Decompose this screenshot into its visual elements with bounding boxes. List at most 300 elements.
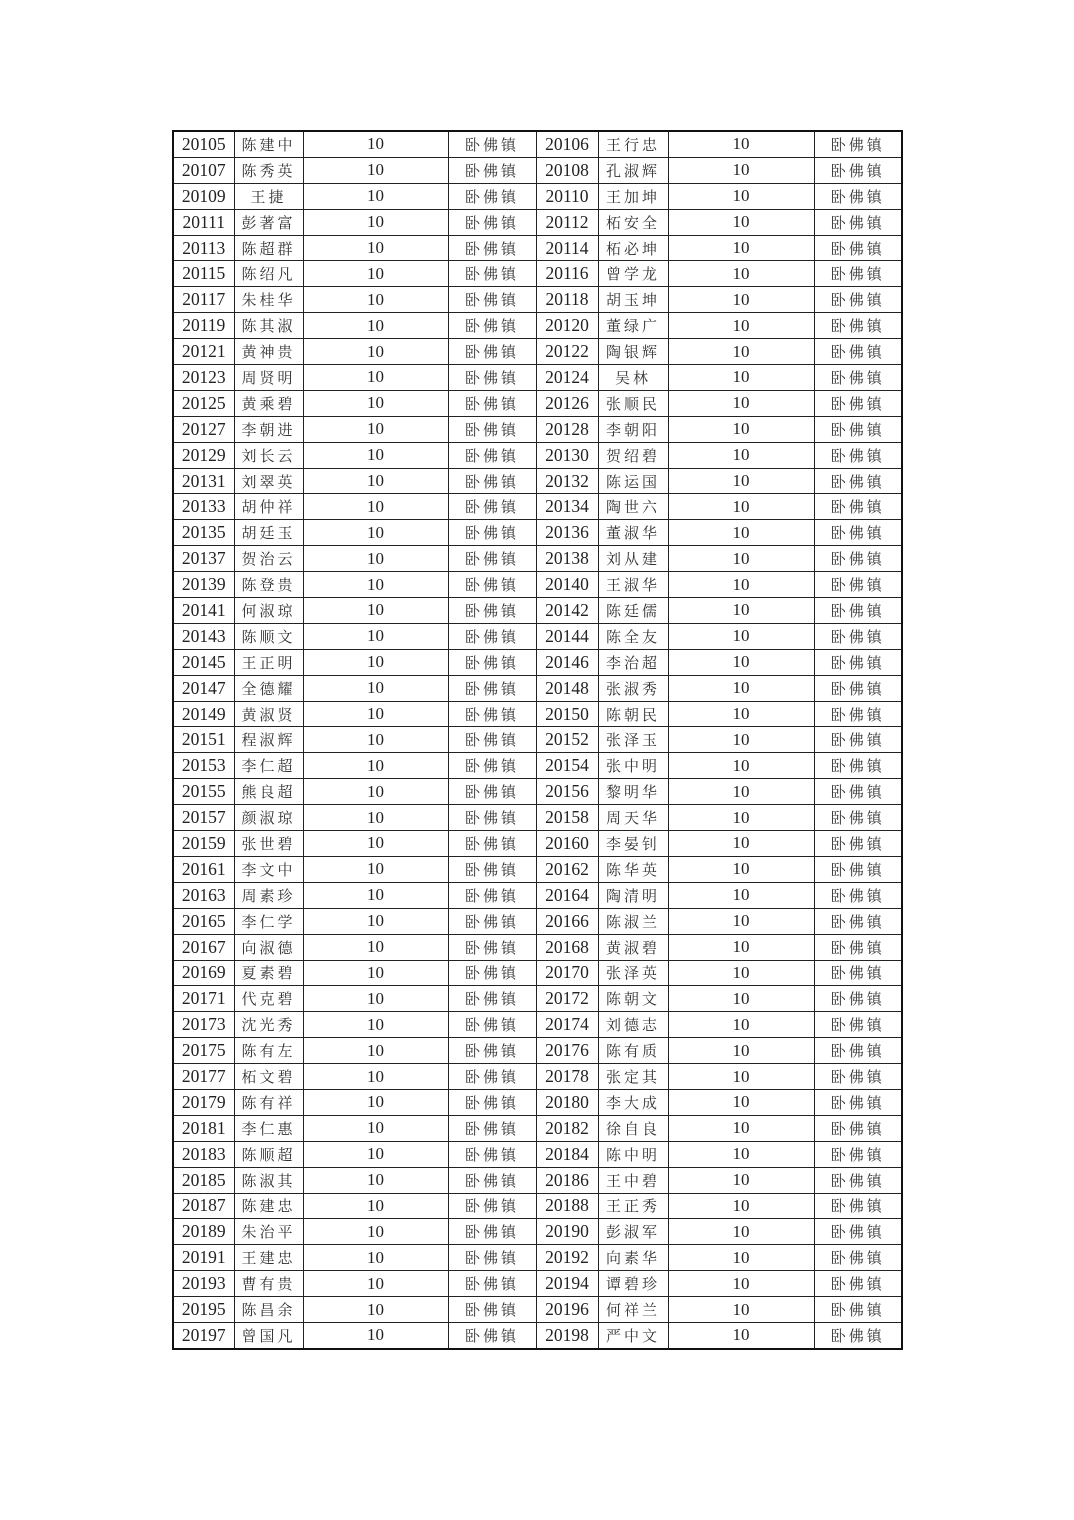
amount-right: 10 [668,1038,814,1064]
record-id-left: 20119 [173,313,234,339]
table-row [173,934,902,960]
amount-right: 10 [668,1012,814,1038]
record-id-right: 20134 [536,494,598,520]
person-name-left: 王建忠 [234,1245,303,1271]
record-id-right: 20136 [536,520,598,546]
person-name-right: 陈淑兰 [598,908,668,934]
town-name-left: 卧佛镇 [448,598,536,624]
table-row [173,572,902,598]
record-id-right: 20158 [536,805,598,831]
record-id-left: 20121 [173,339,234,365]
amount-left: 10 [303,313,448,339]
person-name-right: 徐自良 [598,1115,668,1141]
town-name-right: 卧佛镇 [814,261,902,287]
record-id-right: 20150 [536,701,598,727]
record-id-left: 20179 [173,1089,234,1115]
person-name-left: 陈绍凡 [234,261,303,287]
town-name-right: 卧佛镇 [814,986,902,1012]
person-name-left: 王正明 [234,649,303,675]
town-name-left: 卧佛镇 [448,546,536,572]
person-name-left: 颜淑琼 [234,805,303,831]
amount-right: 10 [668,1245,814,1271]
amount-right: 10 [668,416,814,442]
table-row [173,442,902,468]
person-name-right: 董绿广 [598,313,668,339]
town-name-left: 卧佛镇 [448,157,536,183]
amount-right: 10 [668,520,814,546]
town-name-right: 卧佛镇 [814,494,902,520]
record-id-right: 20114 [536,235,598,261]
record-id-left: 20151 [173,727,234,753]
person-name-left: 陈有祥 [234,1089,303,1115]
person-name-left: 黄神贵 [234,339,303,365]
person-name-right: 陈中明 [598,1141,668,1167]
town-name-right: 卧佛镇 [814,235,902,261]
amount-right: 10 [668,313,814,339]
amount-left: 10 [303,494,448,520]
record-id-left: 20181 [173,1115,234,1141]
person-name-right: 陈廷儒 [598,598,668,624]
town-name-right: 卧佛镇 [814,805,902,831]
record-id-right: 20166 [536,908,598,934]
person-name-left: 陈顺文 [234,623,303,649]
person-name-left: 彭著富 [234,209,303,235]
table-row [173,856,902,882]
record-id-right: 20120 [536,313,598,339]
record-id-right: 20194 [536,1271,598,1297]
record-id-right: 20140 [536,572,598,598]
record-id-right: 20130 [536,442,598,468]
amount-right: 10 [668,753,814,779]
town-name-left: 卧佛镇 [448,520,536,546]
person-name-right: 刘从建 [598,546,668,572]
town-name-left: 卧佛镇 [448,416,536,442]
person-name-right: 张顺民 [598,390,668,416]
person-name-left: 朱桂华 [234,287,303,313]
record-id-left: 20147 [173,675,234,701]
person-name-left: 胡廷玉 [234,520,303,546]
town-name-right: 卧佛镇 [814,1322,902,1348]
person-name-left: 李仁超 [234,753,303,779]
amount-left: 10 [303,701,448,727]
person-name-right: 陈华英 [598,856,668,882]
table-row [173,675,902,701]
person-name-left: 刘翠英 [234,468,303,494]
person-name-right: 周天华 [598,805,668,831]
amount-left: 10 [303,986,448,1012]
town-name-right: 卧佛镇 [814,468,902,494]
table-row [173,339,902,365]
table-row [173,908,902,934]
record-id-left: 20185 [173,1167,234,1193]
record-id-left: 20161 [173,856,234,882]
person-name-right: 陶世六 [598,494,668,520]
town-name-left: 卧佛镇 [448,390,536,416]
record-id-left: 20139 [173,572,234,598]
record-id-right: 20128 [536,416,598,442]
town-name-left: 卧佛镇 [448,1012,536,1038]
person-name-right: 贺绍碧 [598,442,668,468]
person-name-left: 李仁惠 [234,1115,303,1141]
record-id-left: 20197 [173,1322,234,1348]
town-name-right: 卧佛镇 [814,287,902,313]
town-name-left: 卧佛镇 [448,339,536,365]
person-name-right: 严中文 [598,1322,668,1348]
record-id-right: 20174 [536,1012,598,1038]
person-name-right: 胡玉坤 [598,287,668,313]
town-name-right: 卧佛镇 [814,649,902,675]
record-id-right: 20108 [536,157,598,183]
town-name-right: 卧佛镇 [814,753,902,779]
amount-left: 10 [303,390,448,416]
record-id-right: 20188 [536,1193,598,1219]
record-id-right: 20132 [536,468,598,494]
record-id-left: 20129 [173,442,234,468]
town-name-left: 卧佛镇 [448,727,536,753]
amount-right: 10 [668,546,814,572]
record-id-right: 20124 [536,365,598,391]
amount-left: 10 [303,1271,448,1297]
amount-left: 10 [303,1193,448,1219]
table-row [173,261,902,287]
amount-right: 10 [668,339,814,365]
amount-right: 10 [668,157,814,183]
record-id-right: 20192 [536,1245,598,1271]
table-row [173,1089,902,1115]
town-name-right: 卧佛镇 [814,339,902,365]
person-name-left: 陈淑其 [234,1167,303,1193]
record-id-right: 20162 [536,856,598,882]
town-name-right: 卧佛镇 [814,779,902,805]
record-id-right: 20196 [536,1297,598,1323]
record-id-left: 20141 [173,598,234,624]
town-name-left: 卧佛镇 [448,1064,536,1090]
person-name-left: 胡仲祥 [234,494,303,520]
table-row [173,131,902,157]
amount-left: 10 [303,623,448,649]
person-name-right: 柘必坤 [598,235,668,261]
town-name-left: 卧佛镇 [448,287,536,313]
record-id-left: 20183 [173,1141,234,1167]
person-name-right: 张淑秀 [598,675,668,701]
town-name-left: 卧佛镇 [448,1167,536,1193]
amount-right: 10 [668,986,814,1012]
record-id-left: 20149 [173,701,234,727]
person-name-left: 周素珍 [234,882,303,908]
person-name-left: 何淑琼 [234,598,303,624]
town-name-left: 卧佛镇 [448,131,536,157]
record-id-left: 20115 [173,261,234,287]
town-name-left: 卧佛镇 [448,675,536,701]
record-id-left: 20165 [173,908,234,934]
record-id-left: 20143 [173,623,234,649]
table-row [173,1219,902,1245]
person-name-right: 谭碧珍 [598,1271,668,1297]
record-id-right: 20184 [536,1141,598,1167]
amount-right: 10 [668,468,814,494]
town-name-left: 卧佛镇 [448,365,536,391]
record-id-left: 20123 [173,365,234,391]
record-id-left: 20187 [173,1193,234,1219]
town-name-right: 卧佛镇 [814,1064,902,1090]
town-name-left: 卧佛镇 [448,1115,536,1141]
person-name-right: 董淑华 [598,520,668,546]
record-id-left: 20127 [173,416,234,442]
town-name-left: 卧佛镇 [448,1297,536,1323]
person-name-left: 李文中 [234,856,303,882]
amount-left: 10 [303,727,448,753]
town-name-left: 卧佛镇 [448,1089,536,1115]
amount-right: 10 [668,494,814,520]
town-name-right: 卧佛镇 [814,856,902,882]
table-row [173,1245,902,1271]
person-name-right: 张泽英 [598,960,668,986]
record-id-right: 20152 [536,727,598,753]
record-id-left: 20133 [173,494,234,520]
town-name-left: 卧佛镇 [448,623,536,649]
amount-left: 10 [303,1219,448,1245]
amount-right: 10 [668,908,814,934]
town-name-left: 卧佛镇 [448,986,536,1012]
amount-right: 10 [668,1193,814,1219]
town-name-left: 卧佛镇 [448,1219,536,1245]
table-row [173,1322,902,1348]
person-name-right: 李晏钊 [598,831,668,857]
record-id-right: 20138 [536,546,598,572]
person-name-right: 王中碧 [598,1167,668,1193]
record-id-left: 20159 [173,831,234,857]
amount-left: 10 [303,1038,448,1064]
person-name-right: 张泽玉 [598,727,668,753]
amount-left: 10 [303,831,448,857]
table-row [173,1038,902,1064]
amount-right: 10 [668,805,814,831]
table-row [173,805,902,831]
record-id-right: 20118 [536,287,598,313]
person-name-right: 李大成 [598,1089,668,1115]
record-id-left: 20117 [173,287,234,313]
amount-left: 10 [303,1089,448,1115]
table-row [173,287,902,313]
record-id-left: 20171 [173,986,234,1012]
town-name-right: 卧佛镇 [814,365,902,391]
town-name-right: 卧佛镇 [814,416,902,442]
table-row [173,1141,902,1167]
amount-left: 10 [303,779,448,805]
amount-left: 10 [303,805,448,831]
person-name-left: 陈建中 [234,131,303,157]
amount-left: 10 [303,1245,448,1271]
record-id-left: 20191 [173,1245,234,1271]
person-name-right: 李治超 [598,649,668,675]
record-id-left: 20193 [173,1271,234,1297]
person-name-left: 朱治平 [234,1219,303,1245]
amount-left: 10 [303,1141,448,1167]
person-name-left: 曾国凡 [234,1322,303,1348]
person-name-right: 黎明华 [598,779,668,805]
town-name-left: 卧佛镇 [448,831,536,857]
town-name-left: 卧佛镇 [448,1193,536,1219]
record-id-left: 20177 [173,1064,234,1090]
amount-right: 10 [668,779,814,805]
table-row [173,701,902,727]
amount-right: 10 [668,1219,814,1245]
person-name-left: 陈昌余 [234,1297,303,1323]
amount-right: 10 [668,856,814,882]
person-name-right: 向素华 [598,1245,668,1271]
amount-right: 10 [668,1297,814,1323]
record-id-left: 20189 [173,1219,234,1245]
table-row [173,779,902,805]
amount-right: 10 [668,623,814,649]
record-id-left: 20155 [173,779,234,805]
amount-right: 10 [668,882,814,908]
town-name-left: 卧佛镇 [448,753,536,779]
record-id-left: 20195 [173,1297,234,1323]
person-name-right: 陈朝民 [598,701,668,727]
person-name-left: 李朝进 [234,416,303,442]
record-id-left: 20107 [173,157,234,183]
amount-right: 10 [668,1115,814,1141]
table-row [173,494,902,520]
amount-right: 10 [668,235,814,261]
town-name-left: 卧佛镇 [448,235,536,261]
record-id-right: 20154 [536,753,598,779]
town-name-right: 卧佛镇 [814,1167,902,1193]
town-name-left: 卧佛镇 [448,1141,536,1167]
person-name-left: 柘文碧 [234,1064,303,1090]
person-name-left: 张世碧 [234,831,303,857]
town-name-right: 卧佛镇 [814,882,902,908]
table-row [173,157,902,183]
amount-left: 10 [303,649,448,675]
person-name-left: 刘长云 [234,442,303,468]
person-name-right: 王加坤 [598,183,668,209]
town-name-left: 卧佛镇 [448,468,536,494]
amount-right: 10 [668,934,814,960]
amount-right: 10 [668,287,814,313]
record-id-left: 20173 [173,1012,234,1038]
amount-left: 10 [303,416,448,442]
town-name-right: 卧佛镇 [814,520,902,546]
person-name-right: 陈运国 [598,468,668,494]
person-name-right: 王行忠 [598,131,668,157]
table-row [173,831,902,857]
amount-left: 10 [303,1115,448,1141]
record-id-right: 20148 [536,675,598,701]
amount-right: 10 [668,1064,814,1090]
person-name-left: 全德耀 [234,675,303,701]
record-id-right: 20190 [536,1219,598,1245]
table-row [173,235,902,261]
record-id-left: 20105 [173,131,234,157]
person-name-right: 吴林 [598,365,668,391]
table-row [173,1115,902,1141]
amount-left: 10 [303,1012,448,1038]
person-name-right: 陈朝文 [598,986,668,1012]
amount-left: 10 [303,908,448,934]
town-name-right: 卧佛镇 [814,390,902,416]
town-name-left: 卧佛镇 [448,1322,536,1348]
amount-left: 10 [303,1167,448,1193]
person-name-right: 张定其 [598,1064,668,1090]
person-name-left: 黄淑贤 [234,701,303,727]
amount-right: 10 [668,209,814,235]
town-name-right: 卧佛镇 [814,1271,902,1297]
person-name-left: 沈光秀 [234,1012,303,1038]
town-name-left: 卧佛镇 [448,494,536,520]
town-name-right: 卧佛镇 [814,1141,902,1167]
town-name-right: 卧佛镇 [814,1115,902,1141]
amount-left: 10 [303,1064,448,1090]
town-name-right: 卧佛镇 [814,701,902,727]
person-name-left: 曹有贵 [234,1271,303,1297]
person-name-right: 孔淑辉 [598,157,668,183]
amount-right: 10 [668,1167,814,1193]
town-name-left: 卧佛镇 [448,960,536,986]
amount-left: 10 [303,209,448,235]
person-name-left: 熊良超 [234,779,303,805]
person-name-left: 陈登贵 [234,572,303,598]
town-name-right: 卧佛镇 [814,183,902,209]
town-name-left: 卧佛镇 [448,1245,536,1271]
record-id-left: 20167 [173,934,234,960]
town-name-right: 卧佛镇 [814,960,902,986]
town-name-left: 卧佛镇 [448,701,536,727]
town-name-right: 卧佛镇 [814,157,902,183]
town-name-right: 卧佛镇 [814,908,902,934]
town-name-left: 卧佛镇 [448,209,536,235]
table-row [173,1167,902,1193]
amount-right: 10 [668,390,814,416]
town-name-right: 卧佛镇 [814,831,902,857]
town-name-right: 卧佛镇 [814,598,902,624]
amount-right: 10 [668,727,814,753]
town-name-right: 卧佛镇 [814,727,902,753]
town-name-left: 卧佛镇 [448,805,536,831]
amount-right: 10 [668,1089,814,1115]
record-id-right: 20168 [536,934,598,960]
town-name-right: 卧佛镇 [814,1038,902,1064]
town-name-right: 卧佛镇 [814,1245,902,1271]
amount-left: 10 [303,960,448,986]
amount-left: 10 [303,546,448,572]
person-name-right: 黄淑碧 [598,934,668,960]
amount-right: 10 [668,675,814,701]
amount-left: 10 [303,442,448,468]
person-name-left: 程淑辉 [234,727,303,753]
amount-right: 10 [668,649,814,675]
roster-body [173,131,902,1349]
amount-right: 10 [668,831,814,857]
amount-left: 10 [303,287,448,313]
amount-left: 10 [303,339,448,365]
record-id-left: 20145 [173,649,234,675]
amount-left: 10 [303,365,448,391]
record-id-right: 20144 [536,623,598,649]
record-id-left: 20153 [173,753,234,779]
town-name-right: 卧佛镇 [814,131,902,157]
person-name-left: 陈建忠 [234,1193,303,1219]
person-name-right: 李朝阳 [598,416,668,442]
town-name-right: 卧佛镇 [814,1193,902,1219]
town-name-left: 卧佛镇 [448,882,536,908]
record-id-right: 20180 [536,1089,598,1115]
record-id-right: 20172 [536,986,598,1012]
record-id-left: 20169 [173,960,234,986]
record-id-left: 20175 [173,1038,234,1064]
amount-right: 10 [668,701,814,727]
